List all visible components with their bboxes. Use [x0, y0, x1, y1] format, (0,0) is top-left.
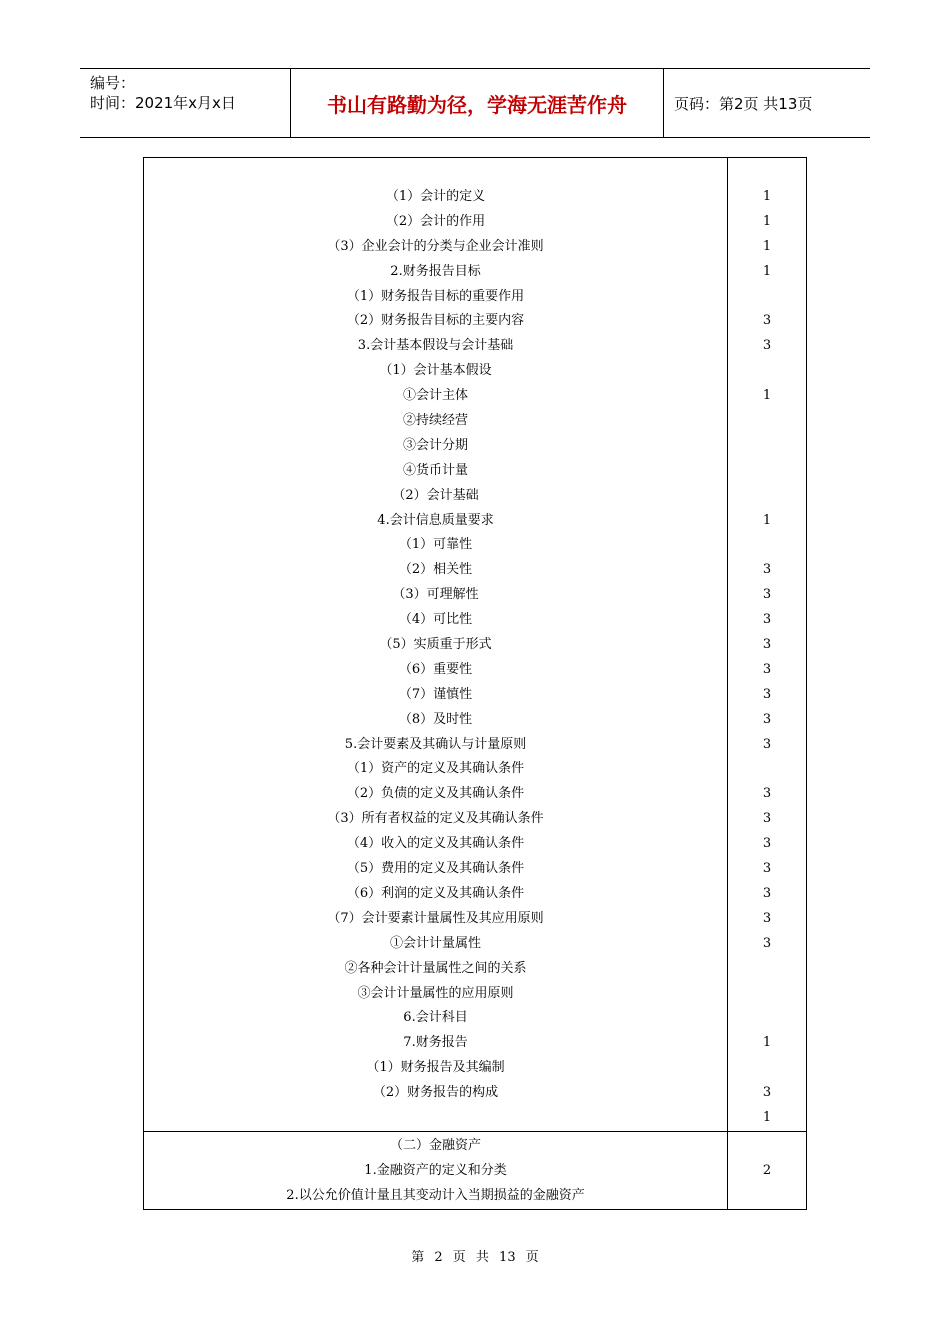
level-value: 3	[762, 1085, 772, 1101]
syllabus-item: （3）企业会计的分类与企业会计准则	[327, 238, 544, 254]
syllabus-item: ②持续经营	[402, 413, 468, 429]
level-value: 1	[762, 263, 772, 279]
level-value: 3	[762, 811, 772, 827]
syllabus-item: （2）负债的定义及其确认条件	[346, 786, 525, 802]
syllabus-item: 2.财务报告目标	[390, 263, 481, 279]
level-value	[728, 1184, 806, 1209]
level-value	[728, 409, 806, 434]
level-value: 3	[762, 686, 772, 702]
syllabus-item: （4）可比性	[398, 612, 473, 628]
level-value	[728, 1006, 806, 1031]
syllabus-item: 5.会计要素及其确认与计量原则	[344, 736, 527, 752]
header-meta	[80, 69, 291, 137]
level-value	[728, 957, 806, 982]
level-value: 3	[762, 637, 772, 653]
section-2-items	[144, 1131, 728, 1209]
syllabus-item: 4.会计信息质量要求	[377, 512, 494, 528]
level-value	[728, 757, 806, 782]
syllabus-item: （2）会计基础	[392, 487, 479, 503]
syllabus-item: （7）会计要素计量属性及其应用原则	[327, 910, 544, 926]
level-value	[728, 285, 806, 310]
syllabus-item: （1）财务报告及其编制	[366, 1060, 505, 1076]
level-value: 1	[762, 189, 772, 204]
syllabus-item: （1）会计基本假设	[379, 363, 492, 379]
syllabus-item: （7）谨慎性	[398, 686, 473, 702]
level-value	[728, 533, 806, 558]
level-value: 3	[762, 910, 772, 926]
page-footer: 第 2 页 共 13 页	[411, 1250, 539, 1265]
level-value: 3	[762, 861, 772, 877]
syllabus-item: 2.以公允价值计量且其变动计入当期损益的金融资产	[286, 1187, 585, 1203]
syllabus-item: （2）相关性	[398, 562, 473, 578]
level-value: 3	[762, 885, 772, 901]
header-motto	[291, 69, 664, 137]
syllabus-item: 7.财务报告	[403, 1035, 468, 1051]
level-value: 1	[762, 388, 772, 404]
syllabus-item: （1）会计的定义	[385, 189, 486, 204]
syllabus-item: （2）财务报告的构成	[372, 1085, 499, 1101]
section-2	[144, 1131, 807, 1209]
syllabus-item: （2）财务报告目标的主要内容	[346, 313, 525, 329]
syllabus-item: ②各种会计计量属性之间的关系	[344, 960, 527, 976]
section-1-levels	[728, 158, 807, 1132]
syllabus-item: （5）实质重于形式	[379, 637, 492, 653]
syllabus-item: 3.会计基本假设与会计基础	[357, 338, 514, 354]
level-value	[728, 434, 806, 459]
syllabus-item: （6）利润的定义及其确认条件	[346, 885, 525, 901]
syllabus-item: （3）所有者权益的定义及其确认条件	[327, 811, 544, 827]
level-value	[728, 1134, 806, 1159]
syllabus-table	[143, 157, 807, 1210]
syllabus-item: 1.金融资产的定义和分类	[364, 1162, 507, 1178]
level-value: 1	[762, 213, 772, 229]
level-value: 3	[762, 711, 772, 727]
syllabus-item: （1）可靠性	[398, 537, 473, 553]
syllabus-item: （1）资产的定义及其确认条件	[346, 761, 525, 777]
level-value: 3	[762, 612, 772, 628]
level-value	[728, 459, 806, 484]
level-value: 1	[762, 512, 772, 528]
syllabus-item: （3）可理解性	[392, 587, 479, 603]
level-value: 2	[762, 1162, 772, 1178]
syllabus-item: （4）收入的定义及其确认条件	[346, 836, 525, 852]
level-value: 3	[762, 736, 772, 752]
syllabus-item: （2）会计的作用	[385, 213, 486, 229]
syllabus-item	[144, 1106, 727, 1131]
header-page-info	[664, 69, 870, 137]
syllabus-item: ①会计计量属性	[389, 935, 481, 951]
syllabus-item: ①会计主体	[402, 388, 468, 404]
level-value: 3	[762, 786, 772, 802]
level-value: 3	[762, 562, 772, 578]
level-value: 1	[762, 238, 772, 254]
motto-text: 书山有路勤为径，学海无涯苦作舟	[327, 92, 627, 117]
level-value: 3	[762, 338, 772, 354]
syllabus-item: （1）财务报告目标的重要作用	[346, 288, 525, 304]
section-1-items	[144, 158, 728, 1132]
level-value: 3	[762, 935, 772, 951]
level-value: 3	[762, 587, 772, 603]
level-value	[728, 359, 806, 384]
level-value: 1	[762, 1109, 772, 1125]
syllabus-item: （5）费用的定义及其确认条件	[346, 861, 525, 877]
level-value	[728, 1056, 806, 1081]
syllabus-item: ③会计计量属性的应用原则	[357, 985, 514, 1001]
page-header	[80, 68, 870, 138]
syllabus-item: （二）金融资产	[389, 1137, 481, 1153]
date-label: 时间：2021年x月x日	[90, 94, 236, 112]
syllabus-item: ④货币计量	[402, 462, 468, 478]
section-2-levels	[728, 1131, 807, 1209]
syllabus-item: ③会计分期	[402, 437, 468, 453]
section-1	[144, 158, 807, 1132]
level-value: 3	[762, 836, 772, 852]
syllabus-item: （8）及时性	[398, 711, 473, 727]
level-value	[728, 982, 806, 1007]
level-value: 3	[762, 661, 772, 677]
level-value	[728, 484, 806, 509]
level-value: 1	[762, 1035, 772, 1051]
syllabus-item: 6.会计科目	[403, 1010, 468, 1026]
syllabus-item: （6）重要性	[398, 661, 473, 677]
level-value: 3	[762, 313, 772, 329]
page-info-text: 页码：第2页 共13页	[674, 94, 813, 113]
number-label: 编号：	[90, 74, 136, 92]
